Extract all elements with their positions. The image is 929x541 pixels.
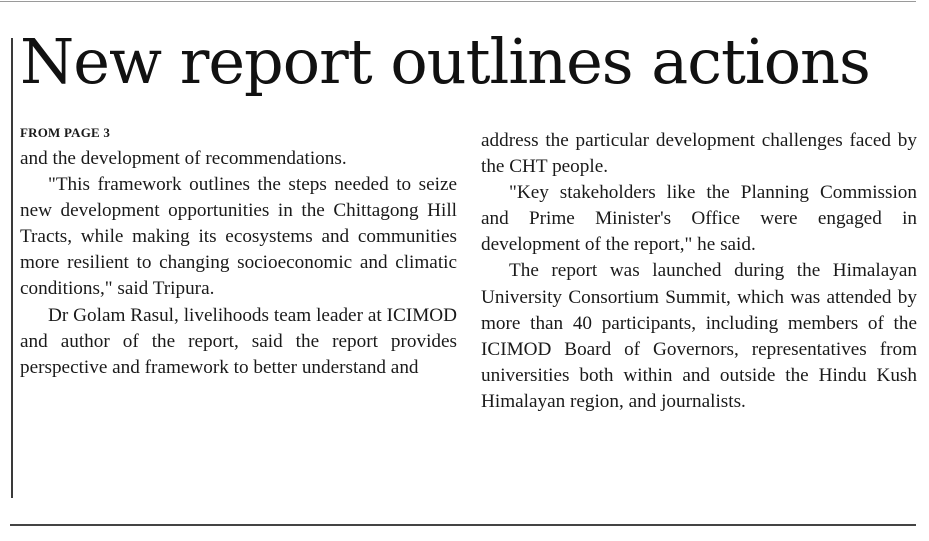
top-rule: [0, 1, 916, 2]
paragraph-cht-challenges: address the particular development challenges faced by the CHT people.: [481, 130, 917, 178]
paragraph-report-launch: The report was launched during the Himalayan University Consortium Summit, which was attended by more than 40 participants, including members of the ICIMOD Board of Governors, representatives from universities both within and outside the Hindu Kush Himalayan region, and journalists.: [481, 260, 917, 412]
paragraph-continued: and the development of recommendations.: [20, 148, 347, 169]
bottom-rule: [10, 524, 916, 526]
right-column: [481, 128, 917, 415]
kicker-from-page: FROM PAGE 3: [20, 125, 111, 140]
headline: New report outlines actions: [20, 25, 870, 98]
left-column-rule: [11, 38, 13, 498]
paragraph-golam-rasul: Dr Golam Rasul, livelihoods team leader at ICIMOD and author of the report, said the report provides perspective and framework to better understand and: [20, 304, 457, 378]
left-column: [20, 120, 457, 381]
paragraph-framework-quote: "This framework outlines the steps needed to seize new development opportunities in the Chittagong Hill Tracts, while making its ecosystems and communities more resilient to changing socioeconomic and climatic conditions," said Tripura.: [20, 174, 457, 300]
paragraph-stakeholders-quote: "Key stakeholders like the Planning Commission and Prime Minister's Office were engaged in development of the report," he said.: [481, 182, 917, 256]
